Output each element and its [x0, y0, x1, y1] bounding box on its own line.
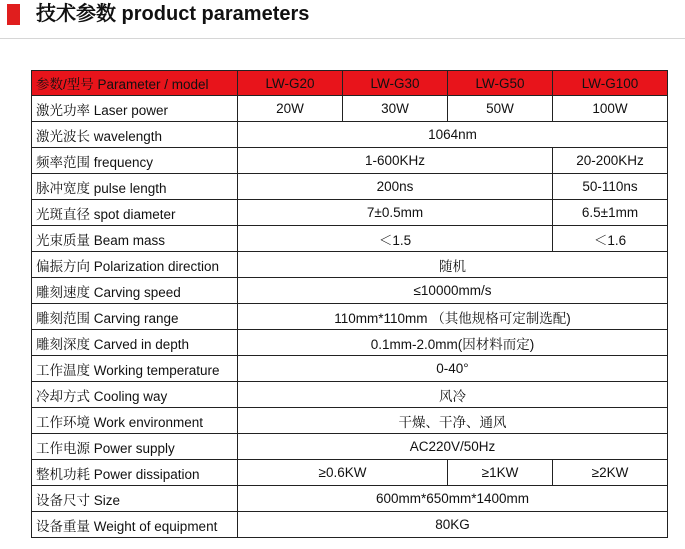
cell-value: 1-600KHz — [238, 148, 553, 174]
divider — [0, 38, 685, 39]
row-label: 光束质量 Beam mass — [32, 226, 238, 252]
cell-value: ＜1.5 — [238, 226, 553, 252]
table-row — [32, 122, 668, 148]
cell-value: 风冷 — [238, 382, 668, 408]
table-row — [32, 174, 668, 200]
row-label: 光斑直径 spot diameter — [32, 200, 238, 226]
row-label: 激光功率 Laser power — [32, 96, 238, 122]
cell-value: 110mm*110mm （其他规格可定制选配) — [238, 304, 668, 330]
header-cell: LW-G20 — [238, 71, 343, 96]
table-row — [32, 148, 668, 174]
cell-value: 0.1mm-2.0mm(因材料而定) — [238, 330, 668, 356]
cell-value: 1064nm — [238, 122, 668, 148]
cell-value: AC220V/50Hz — [238, 434, 668, 460]
cell-value: ≥2KW — [553, 460, 668, 486]
spec-table — [31, 70, 668, 538]
cell-value: ≥0.6KW — [238, 460, 448, 486]
cell-value: ≤10000mm/s — [238, 278, 668, 304]
row-label: 冷却方式 Cooling way — [32, 382, 238, 408]
table-row — [32, 486, 668, 512]
row-label: 工作环境 Work environment — [32, 408, 238, 434]
cell-value: 200ns — [238, 174, 553, 200]
table-row — [32, 382, 668, 408]
cell-value: 20-200KHz — [553, 148, 668, 174]
table-row — [32, 512, 668, 538]
table-row — [32, 252, 668, 278]
table-row — [32, 460, 668, 486]
table-row — [32, 408, 668, 434]
row-label: 整机功耗 Power dissipation — [32, 460, 238, 486]
row-label: 工作电源 Power supply — [32, 434, 238, 460]
cell-value: 80KG — [238, 512, 668, 538]
header-cell: LW-G30 — [343, 71, 448, 96]
row-label: 雕刻深度 Carved in depth — [32, 330, 238, 356]
cell-value: 50W — [448, 96, 553, 122]
cell-value: 7±0.5mm — [238, 200, 553, 226]
row-label: 设备重量 Weight of equipment — [32, 512, 238, 538]
cell-value: ≥1KW — [448, 460, 553, 486]
table-row — [32, 226, 668, 252]
row-label: 工作温度 Working temperature — [32, 356, 238, 382]
row-label: 激光波长 wavelength — [32, 122, 238, 148]
table-row — [32, 200, 668, 226]
cell-value: 50-110ns — [553, 174, 668, 200]
cell-value: ＜1.6 — [553, 226, 668, 252]
header-cell: LW-G50 — [448, 71, 553, 96]
row-label: 脉冲宽度 pulse length — [32, 174, 238, 200]
table-row — [32, 330, 668, 356]
table-row — [32, 356, 668, 382]
row-label: 偏振方向 Polarization direction — [32, 252, 238, 278]
header-cell: 参数/型号 Parameter / model — [32, 71, 238, 96]
title-marker — [7, 4, 20, 25]
cell-value: 6.5±1mm — [553, 200, 668, 226]
table-row — [32, 434, 668, 460]
table-header-row — [32, 71, 668, 96]
cell-value: 随机 — [238, 252, 668, 278]
cell-value: 20W — [238, 96, 343, 122]
row-label: 设备尺寸 Size — [32, 486, 238, 512]
table-row — [32, 96, 668, 122]
cell-value: 30W — [343, 96, 448, 122]
row-label: 雕刻范围 Carving range — [32, 304, 238, 330]
header-cell: LW-G100 — [553, 71, 668, 96]
page-title: 技术参数 product parameters — [36, 3, 310, 25]
table-row — [32, 304, 668, 330]
cell-value: 干燥、干净、通风 — [238, 408, 668, 434]
row-label: 频率范围 frequency — [32, 148, 238, 174]
table-row — [32, 278, 668, 304]
cell-value: 100W — [553, 96, 668, 122]
row-label: 雕刻速度 Carving speed — [32, 278, 238, 304]
cell-value: 0-40° — [238, 356, 668, 382]
cell-value: 600mm*650mm*1400mm — [238, 486, 668, 512]
